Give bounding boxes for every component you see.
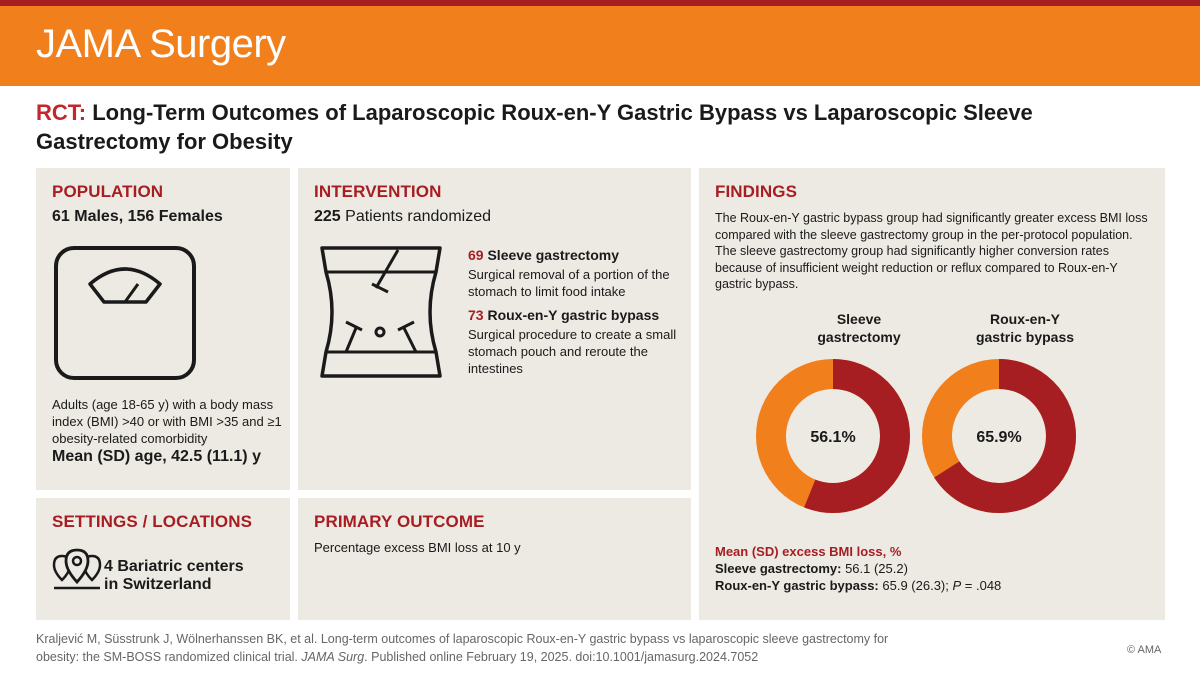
intervention-heading: INTERVENTION	[314, 182, 442, 201]
p-value: = .048	[961, 578, 1002, 593]
intervention-panel	[298, 168, 691, 490]
citation-part2: . Published online February 19, 2025. doi:10.1001/jamasurg.2024.7052	[364, 650, 759, 664]
donut-label-sleeve-line2: gastrectomy	[817, 329, 901, 345]
copyright: © AMA	[1127, 644, 1162, 656]
settings-heading: SETTINGS / LOCATIONS	[52, 512, 253, 531]
arm-sleeve-head	[468, 246, 678, 264]
mean-row-sleeve-label: Sleeve gastrectomy:	[715, 561, 842, 576]
population-heading: POPULATION	[52, 182, 164, 201]
mean-row-bypass	[715, 578, 1001, 593]
arm-sleeve-description: Surgical removal of a portion of the stomach to limit food intake	[468, 267, 670, 299]
arm-bypass-description: Surgical procedure to create a small stomach pouch and reroute the intestines	[468, 327, 677, 376]
abdomen-icon	[316, 240, 446, 380]
citation-journal: JAMA Surg	[301, 650, 365, 664]
primary-outcome-panel	[298, 498, 691, 620]
journal-brand: JAMA Surgery	[36, 22, 286, 66]
citation	[36, 630, 916, 666]
mean-row-sleeve-value: 56.1 (25.2)	[841, 561, 908, 576]
location-pins-icon	[52, 548, 102, 592]
p-label: P	[952, 578, 962, 593]
mean-row-sleeve	[715, 561, 908, 576]
donut-sleeve-value-label: 56.1%	[810, 429, 856, 446]
mean-row-bypass-label: Roux-en-Y gastric bypass:	[715, 578, 879, 593]
donut-label-sleeve-line1: Sleeve	[836, 311, 882, 327]
arm-sleeve-number: 69	[468, 247, 484, 263]
journal-header	[0, 6, 1200, 86]
settings-panel	[36, 498, 290, 620]
population-panel	[36, 168, 290, 490]
scale-icon	[52, 244, 202, 384]
population-description: Adults (age 18-65 y) with a body mass index (BMI) >40 or with BMI >35 and ≥1 obesity-related comorbidity	[52, 397, 282, 446]
settings-line1: 4 Bariatric centers	[104, 558, 244, 575]
donut-label-bypass	[945, 310, 1105, 346]
primary-outcome-text: Percentage excess BMI loss at 10 y	[314, 540, 521, 555]
citation-part1: Kraljević M, Süsstrunk J, Wölnerhanssen BK, et al. Long-term outcomes of laparoscopic Roux-en-Y gastric bypass vs laparoscopic sleeve gastrectomy for obesity: the SM-BOSS randomized clinical trial.	[36, 632, 889, 664]
intervention-total-number: 225	[314, 208, 341, 225]
arm-bypass-number: 73	[468, 307, 484, 323]
donut-label-bypass-line1: Roux-en-Y	[990, 311, 1060, 327]
arm-bypass-name: Roux-en-Y gastric bypass	[483, 307, 660, 323]
intervention-total-label: Patients randomized	[340, 208, 492, 225]
mean-row-bypass-value: 65.9 (26.3);	[878, 578, 953, 593]
arm-bypass	[468, 306, 678, 377]
donut-label-sleeve	[779, 310, 939, 346]
primary-outcome-heading: PRIMARY OUTCOME	[314, 512, 485, 531]
title-text: Long-Term Outcomes of Laparoscopic Roux-en-Y Gastric Bypass vs Laparoscopic Sleeve Gastrectomy for Obesity	[36, 100, 1033, 154]
title-prefix: RCT:	[36, 100, 87, 125]
settings-line2: in Switzerland	[104, 576, 212, 593]
findings-panel	[699, 168, 1165, 620]
findings-heading: FINDINGS	[715, 182, 798, 201]
findings-text: The Roux-en-Y gastric bypass group had significantly greater excess BMI loss compared with the sleeve gastrectomy group in the per-protocol population. The sleeve gastrectomy group had significantly higher conversion rates because of insufficient weight reduction or reflux compared to Roux-en-Y gastric bypass.	[715, 211, 1148, 291]
arm-sleeve-name: Sleeve gastrectomy	[483, 247, 619, 263]
mean-title: Mean (SD) excess BMI loss, %	[715, 544, 902, 559]
donut-label-bypass-line2: gastric bypass	[975, 329, 1075, 345]
intervention-total	[314, 208, 491, 226]
arm-sleeve	[468, 246, 678, 300]
donut-bypass-value-label: 65.9%	[976, 429, 1022, 446]
arm-bypass-head	[468, 306, 678, 324]
page-title	[36, 98, 1156, 156]
settings-text	[104, 558, 244, 594]
donut-charts	[699, 356, 1165, 526]
population-subtitle: 61 Males, 156 Females	[52, 208, 223, 225]
population-age: Mean (SD) age, 42.5 (11.1) y	[52, 448, 261, 465]
